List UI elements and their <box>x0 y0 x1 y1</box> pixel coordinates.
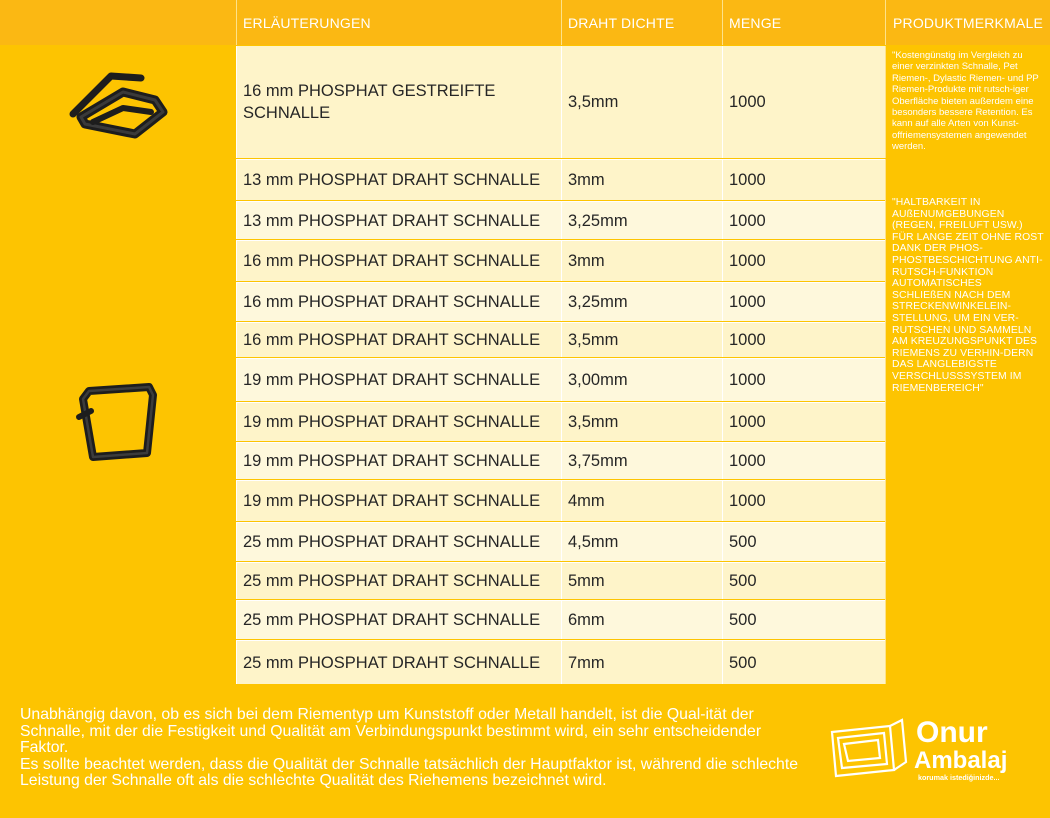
row-name <box>236 640 561 684</box>
row-quantity-value: 1000 <box>729 252 766 270</box>
row-quantity <box>722 640 885 684</box>
row-wire <box>561 322 722 357</box>
wire-features <box>885 159 1050 684</box>
row-quantity-value: 1000 <box>729 413 766 431</box>
first-row-quantity-value: 1000 <box>729 93 766 111</box>
first-row-name-line1: 16 mm PHOSPHAT GESTREIFTE <box>243 82 496 100</box>
row-quantity <box>722 201 885 239</box>
row-name-value: 16 mm PHOSPHAT DRAHT SCHNALLE <box>243 331 541 349</box>
row-quantity <box>722 282 885 321</box>
row-wire <box>561 522 722 561</box>
logo-slogan: korumak istediğinizde... <box>918 773 1000 782</box>
row-quantity <box>722 358 885 401</box>
row-wire <box>561 358 722 401</box>
row-quantity-value: 1000 <box>729 331 766 349</box>
row-quantity <box>722 322 885 357</box>
row-name <box>236 562 561 599</box>
header-features-label: PRODUKTMERKMALE <box>892 14 1044 31</box>
row-name <box>236 480 561 521</box>
row-name-value: 16 mm PHOSPHAT DRAHT SCHNALLE <box>243 293 541 311</box>
first-row-name-line2: SCHNALLE <box>243 104 331 122</box>
row-name <box>236 402 561 441</box>
row-name-value: 13 mm PHOSPHAT DRAHT SCHNALLE <box>243 171 541 189</box>
row-wire <box>561 240 722 281</box>
row-quantity <box>722 402 885 441</box>
row-wire <box>561 201 722 239</box>
row-name <box>236 282 561 321</box>
row-wire <box>561 480 722 521</box>
row-quantity <box>722 600 885 639</box>
row-wire <box>561 600 722 639</box>
row-name <box>236 522 561 561</box>
first-row-quantity <box>722 46 885 158</box>
row-name-value: 19 mm PHOSPHAT DRAHT SCHNALLE <box>243 371 541 389</box>
first-row-name <box>236 46 561 158</box>
logo-brand-line1: Onur <box>916 716 988 749</box>
row-wire-value: 3,25mm <box>568 293 628 311</box>
row-name-value: 25 mm PHOSPHAT DRAHT SCHNALLE <box>243 611 541 629</box>
header-wire <box>561 0 722 45</box>
row-wire-value: 3,00mm <box>568 371 628 389</box>
row-quantity-value: 1000 <box>729 492 766 510</box>
row-quantity-value: 1000 <box>729 293 766 311</box>
row-name <box>236 240 561 281</box>
row-name-value: 25 mm PHOSPHAT DRAHT SCHNALLE <box>243 653 541 672</box>
row-name-value: 25 mm PHOSPHAT DRAHT SCHNALLE <box>243 533 541 551</box>
row-quantity-value: 1000 <box>729 371 766 389</box>
row-name-value: 19 mm PHOSPHAT DRAHT SCHNALLE <box>243 492 541 510</box>
row-wire-value: 3,75mm <box>568 452 628 470</box>
footer <box>0 684 1050 818</box>
row-wire-value: 3mm <box>568 252 605 270</box>
row-quantity-value: 500 <box>729 572 757 590</box>
row-quantity-value: 1000 <box>729 211 766 230</box>
row-wire <box>561 442 722 479</box>
row-quantity <box>722 562 885 599</box>
striped-buckle-image-cell <box>0 46 236 158</box>
row-wire-value: 5mm <box>568 572 605 590</box>
header-explanations-label: ERLÄUTERUNGEN <box>243 14 371 31</box>
header-explanations <box>236 0 561 45</box>
row-quantity <box>722 240 885 281</box>
row-quantity-value: 1000 <box>729 452 766 470</box>
row-wire <box>561 562 722 599</box>
row-wire <box>561 402 722 441</box>
row-wire <box>561 640 722 684</box>
row-name-value: 25 mm PHOSPHAT DRAHT SCHNALLE <box>243 572 541 590</box>
row-quantity <box>722 159 885 200</box>
row-wire-value: 4,5mm <box>568 533 619 551</box>
row-name <box>236 442 561 479</box>
row-name <box>236 358 561 401</box>
wire-buckle-image-cell <box>0 159 236 684</box>
row-wire-value: 7mm <box>568 653 605 672</box>
footer-paragraph-1: Unabhängig davon, ob es sich bei dem Riementyp um Kunststoff oder Metall handelt, ist die Qual-ität der Schnalle, mit der die Festigkeit und Qualität am Verbindungspunkt bestimmt wird, ein sehr entscheidender Faktor. <box>20 706 762 757</box>
wire-buckle-icon <box>73 377 163 467</box>
row-quantity-value: 500 <box>729 653 757 672</box>
striped-buckle-icon <box>63 62 173 142</box>
row-name-value: 19 mm PHOSPHAT DRAHT SCHNALLE <box>243 413 541 431</box>
row-name-value: 19 mm PHOSPHAT DRAHT SCHNALLE <box>243 452 541 470</box>
row-wire-value: 3,5mm <box>568 413 619 431</box>
row-wire <box>561 159 722 200</box>
header-image-cell <box>0 0 236 45</box>
logo-graphic <box>828 710 1038 790</box>
row-quantity-value: 1000 <box>729 171 766 189</box>
row-wire-value: 3mm <box>568 171 605 189</box>
row-name <box>236 159 561 200</box>
row-name-value: 16 mm PHOSPHAT DRAHT SCHNALLE <box>243 252 541 270</box>
onur-ambalaj-logo <box>828 710 1038 790</box>
first-row-features-text: "Kostengünstig im Vergleich zu einer verzinkten Schnalle, Pet Riemen-, Dylastic Riemen- und PP Riemen-Produkte mit rutsch-iger Oberfläche bieten außerdem eine besonders bessere Retention. Es kann auf alle Arten von Kunst-offriemensystemen angewendet werden. <box>892 50 1039 153</box>
footer-paragraph-2: Es sollte beachtet werden, dass die Qualität der Schnalle tatsächlich der Hauptfaktor ist, während die schlechte Leistung der Schnalle oft als die schlechte Qualität des Riehemens bezeichnet wird. <box>20 755 798 790</box>
wire-features-text: "HALTBARKEIT IN AUßENUMGEBUNGEN (REGEN, FREILUFT USW.) FÜR LANGE ZEIT OHNE ROST DANK DER PHOS-PHOSTBESCHICHTUNG ANTI-RUTSCH-FUNKTION AUTOMATISCHES SCHLIEßEN NACH DEM STRECKENWINKELEIN-STELLUNG, UM EIN VER-RUTSCHEN UND SAMMELN AM KREUZUNGSPUNKT DES RIEMENS ZU VERHIN-DERN DAS LANGLEBIGSTE VERSCHLUSSSYSTEM IM RIEMENBEREICH" <box>892 197 1044 394</box>
row-wire-value: 3,5mm <box>568 331 619 349</box>
first-row-wire-value: 3,5mm <box>568 93 619 111</box>
row-name <box>236 322 561 357</box>
row-wire <box>561 282 722 321</box>
row-quantity <box>722 522 885 561</box>
first-row-features <box>885 46 1050 158</box>
footer-text <box>20 707 810 790</box>
header-wire-label: DRAHT DICHTE <box>568 14 675 31</box>
row-name <box>236 600 561 639</box>
row-name-value: 13 mm PHOSPHAT DRAHT SCHNALLE <box>243 211 541 230</box>
logo-brand-line2: Ambalaj <box>914 747 1008 774</box>
row-wire-value: 3,25mm <box>568 211 628 230</box>
first-row-wire <box>561 46 722 158</box>
header-quantity-label: MENGE <box>729 14 782 31</box>
row-quantity-value: 500 <box>729 533 757 551</box>
row-quantity <box>722 442 885 479</box>
header-features <box>885 0 1050 45</box>
header-quantity <box>722 0 885 45</box>
row-name <box>236 201 561 239</box>
row-quantity-value: 500 <box>729 611 757 629</box>
row-wire-value: 4mm <box>568 492 605 510</box>
row-quantity <box>722 480 885 521</box>
row-wire-value: 6mm <box>568 611 605 629</box>
